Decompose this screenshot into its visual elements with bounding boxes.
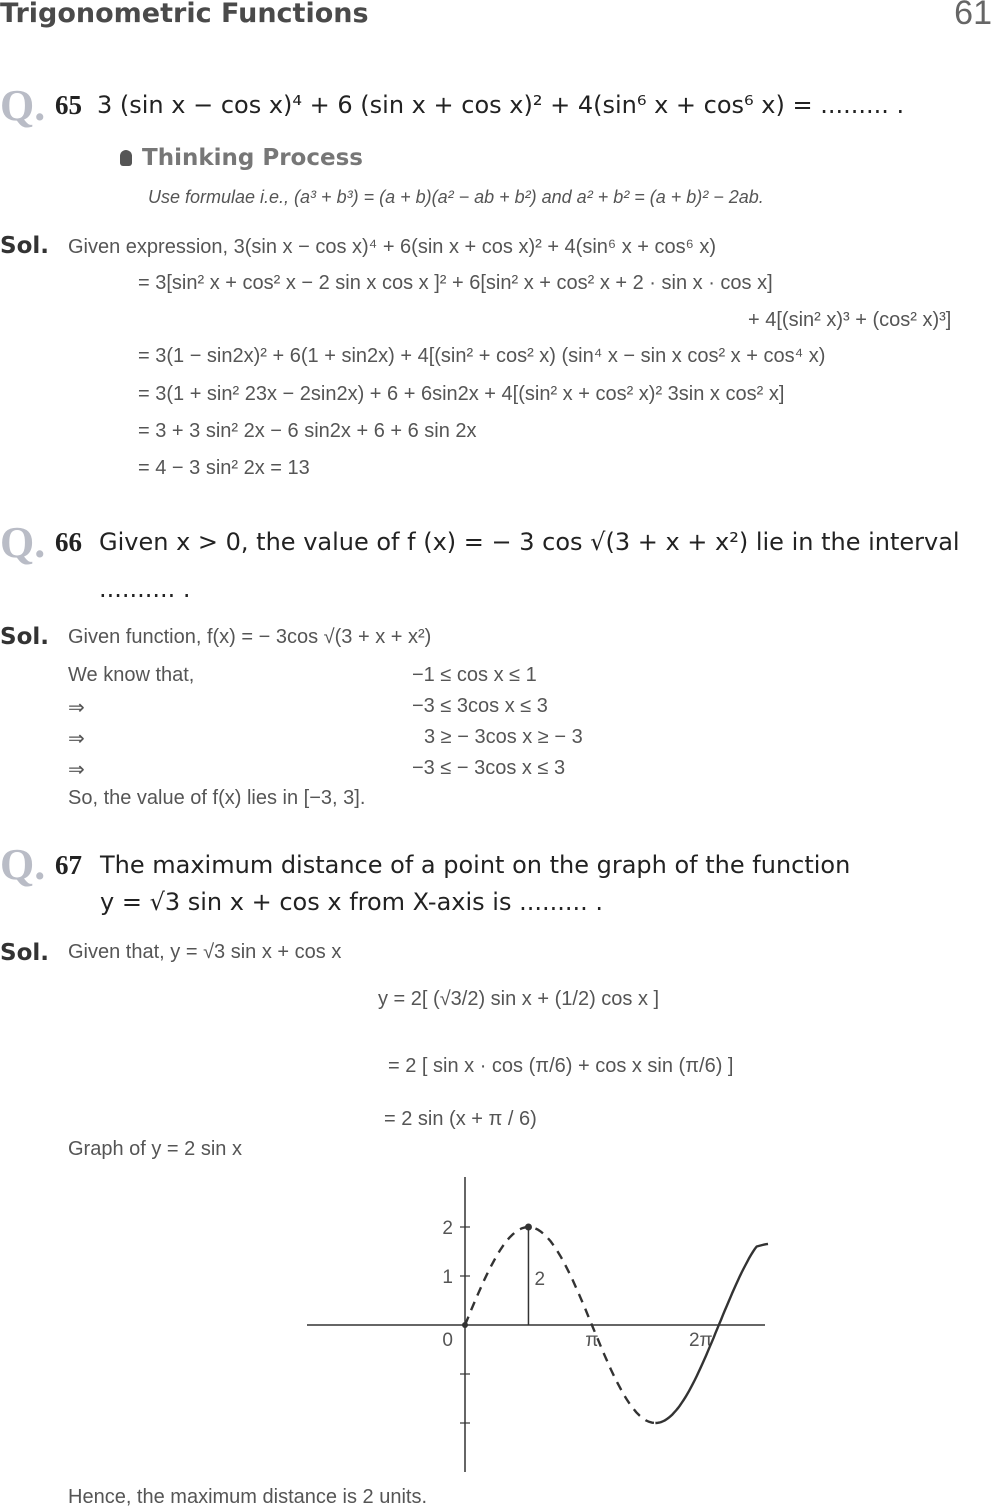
q66-row-left: ⇒ <box>68 728 85 750</box>
question-text-67-line1: The maximum distance of a point on the graph of the function <box>100 851 851 879</box>
q66-row-right: −3 ≤ 3cos x ≤ 3 <box>412 695 548 717</box>
q67-conclusion: Hence, the maximum distance is 2 units. <box>68 1486 428 1508</box>
thinking-process-text: Use formulae i.e., (a³ + b³) = (a + b)(a² − ab + b²) and a² + b² = (a + b)² − 2ab. <box>148 187 764 207</box>
q66-row-left: We know that, <box>68 664 195 686</box>
max-point <box>525 1224 532 1231</box>
q65-step: = 3 + 3 sin² 2x − 6 sin2x + 6 + 6 sin 2x <box>138 420 477 442</box>
x-tick-label: 0 <box>442 1330 453 1351</box>
question-number-65: 65 <box>55 90 82 120</box>
distance-annotation: 2 <box>534 1269 546 1290</box>
question-mark-67: Q. <box>0 840 46 889</box>
question-text-67-line2: y = √3 sin x + cos x from X-axis is ......... . <box>100 888 604 916</box>
q65-step: = 3(1 − sin2x)² + 6(1 + sin2x) + 4[(sin² + cos² x) (sin⁴ x − sin x cos² x + cos⁴ x) <box>138 345 826 367</box>
graph-caption: Graph of y = 2 sin x <box>68 1138 242 1160</box>
q65-step: Given expression, 3(sin x − cos x)⁴ + 6(sin x + cos x)² + 4(sin⁶ x + cos⁶ x) <box>68 236 717 258</box>
question-text-66-line2: .......... . <box>99 575 191 603</box>
q65-step: = 3(1 + sin² 23x − 2sin2x) + 6 + 6sin2x + 4[(sin² x + cos² x)² 3sin x cos² x] <box>138 383 785 405</box>
series-line-solid <box>655 1244 768 1423</box>
q67-given: Given that, y = √3 sin x + cos x <box>68 941 342 963</box>
y-tick-label: 2 <box>442 1218 453 1239</box>
q67-step: = 2 [ sin x · cos (π/6) + cos x sin (π/6) ] <box>388 1055 734 1077</box>
y-tick-label: 1 <box>442 1267 453 1288</box>
q66-row-right: −1 ≤ cos x ≤ 1 <box>412 664 537 686</box>
bulb-icon <box>120 150 132 166</box>
x-tick-label: 2π <box>688 1330 713 1351</box>
question-mark-66: Q. <box>0 518 46 567</box>
q66-row-left: ⇒ <box>68 697 85 719</box>
thinking-title: Thinking Process <box>142 145 363 171</box>
question-number-67: 67 <box>55 850 82 880</box>
solution-label-67: Sol. <box>0 940 49 966</box>
page-number: 61 <box>954 0 992 32</box>
series-line-dashed <box>465 1227 655 1423</box>
q67-step: y = 2[ (√3/2) sin x + (1/2) cos x ] <box>378 988 660 1010</box>
question-number-66: 66 <box>55 527 82 557</box>
x-tick-label: π <box>585 1330 599 1351</box>
thinking-process-heading <box>120 145 363 171</box>
page-title: Trigonometric Functions <box>0 0 369 29</box>
question-text-65: 3 (sin x − cos x)⁴ + 6 (sin x + cos x)² + 4(sin⁶ x + cos⁶ x) = ......... . <box>97 91 905 119</box>
question-mark-65: Q. <box>0 81 46 130</box>
q66-given: Given function, f(x) = − 3cos √(3 + x + x²) <box>68 626 432 648</box>
q66-conclusion: So, the value of f(x) lies in [−3, 3]. <box>68 787 366 809</box>
q66-row-left: ⇒ <box>68 759 85 781</box>
q66-row-right: 3 ≥ − 3cos x ≥ − 3 <box>424 726 583 748</box>
question-text-66-line1: Given x > 0, the value of f (x) = − 3 cos √(3 + x + x²) lie in the interval <box>99 528 960 556</box>
q65-step: + 4[(sin² x)³ + (cos² x)³] <box>748 309 952 331</box>
solution-label-65: Sol. <box>0 233 49 259</box>
solution-label-66: Sol. <box>0 624 49 650</box>
origin-point <box>462 1322 468 1328</box>
q66-row-right: −3 ≤ − 3cos x ≤ 3 <box>412 757 566 779</box>
q65-step: = 3[sin² x + cos² x − 2 sin x cos x ]² + 6[sin² x + cos² x + 2 · sin x · cos x] <box>138 272 773 294</box>
q65-step: = 4 − 3 sin² 2x = 13 <box>138 457 310 479</box>
q67-step: = 2 sin (x + π / 6) <box>384 1108 537 1130</box>
